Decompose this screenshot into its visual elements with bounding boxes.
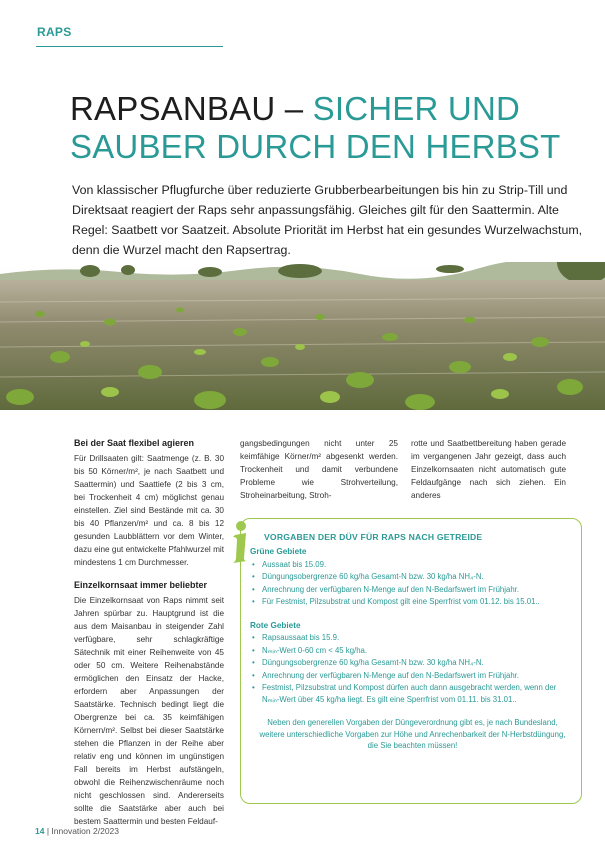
list-item: • Düngungsobergrenze 60 kg/ha Gesamt-N bzw. 30 kg/ha NH₄-N.: [250, 571, 575, 583]
list-item: • Für Festmist, Pilzsubstrat und Kompost gilt eine Sperrfrist vom 01.12. bis 15.01..: [250, 596, 575, 608]
subheading-einzelkornsaat: Einzelkornsaat immer beliebter: [74, 580, 208, 590]
subheading-saat: Bei der Saat flexibel agieren: [74, 438, 195, 448]
lead-paragraph: Von klassischer Pflugfurche über reduzierte Grubberbearbeitungen bis hin zu Strip-Till und Direktsaat reagiert der Raps sehr anpassungsfähig. Gleiches gilt für den Saattermin. Alte Regel: Saatbett vor Saatzeit. Absolute Priorität im Herbst hat ein gesundes Wurzelwachstum, denn die Wurzel macht den Rapsertrag.: [72, 183, 583, 257]
list-item: • Nₘᵢₙ-Wert 0-60 cm < 45 kg/ha.: [250, 645, 575, 657]
green-areas-heading: Grüne Gebiete: [250, 547, 307, 556]
red-areas-heading: Rote Gebiete: [250, 620, 301, 630]
list-item: • Rapsaussaat bis 15.9.: [250, 632, 575, 644]
list-item: • Anrechnung der verfügbaren N-Menge auf den N-Bedarfswert im Frühjahr.: [250, 670, 575, 682]
text-column-2: [240, 437, 398, 512]
paragraph-saat: Für Drillsaaten gilt: Saatmenge (z. B. 30 bis 50 Körner/m², je nach Saatbett und Saattermin) und Saattiefe (2 bis 3 cm, bei Trockenheit 4 cm) möglichst genau einstellen. Ziel sind Bestände mit ca. 30 bis 40 Pflanzen/m² und ca. 8 bis 12 gesunden Laubblättern vor dem Winter, dazu eine gut entwickelte Pfahlwurzel mit mindestens 1 cm Durchmesser.: [74, 454, 224, 567]
paragraph-column-2: gangsbedingungen nicht unter 25 keimfähige Körner/m² abgesenkt werden. Trockenheit und damit verbundene Probleme wie Strohverteilung, Stroheinarbeitung, Stroh-: [240, 439, 398, 500]
page-number: 14: [35, 826, 45, 836]
headline: [70, 90, 590, 166]
rapeseed-field-photo: [0, 262, 605, 410]
text-column-1: [74, 437, 224, 838]
section-label: RAPS: [37, 25, 72, 39]
section-rule: [36, 46, 223, 47]
list-item: • Düngungsobergrenze 60 kg/ha Gesamt-N bzw. 30 kg/ha NH₄-N.: [250, 657, 575, 669]
headline-part-teal-2: SAUBER DURCH DEN HERBST: [70, 128, 561, 165]
headline-part-teal-1: SICHER UND: [312, 90, 521, 127]
green-areas-list: [250, 559, 575, 608]
red-areas-list: [250, 632, 575, 705]
list-item: • Festmist, Pilzsubstrat und Kompost dürfen auch dann ausgebracht werden, wenn der Nₘᵢₙ-Wert über 45 kg/ha liegt. Es gilt eine Sperrfrist vom 01.11. bis 31.01..: [250, 682, 575, 705]
info-box-title: VORGABEN DER DÜV FÜR RAPS NACH GETREIDE: [264, 532, 483, 542]
headline-part-dark: RAPSANBAU –: [70, 90, 313, 127]
list-item: • Aussaat bis 15.09.: [250, 559, 575, 571]
text-column-3: [411, 437, 566, 512]
paragraph-einzelkornsaat: Die Einzelkornsaat von Raps nimmt seit Jahren spürbar zu. Hauptgrund ist die aus dem Maisanbau in steigender Zahl verfügbare, sehr schlagkräftige Sätechnik mit einer Reihenweite von 45 oder 50 cm. Weitere Reihenabstände ermöglichen den Einsatz der Hacke, erfordern aber Anpassungen der Saatstärke. Technisch bedingt liegt die Obergrenze bei ca. 35 keimfähigen Körnern/m². Selbst bei dieser Saatstärke stehen die Pflanzen in der Reihe aber relativ eng und können im ungünstigen Fall bereits im Herbst aufstängeln, obwohl die Reihenzwischenräume noch nicht geschlossen sind. Andererseits sollte die Saatstärke aber auch bei bestem Saattermin und besten Feldauf-: [74, 596, 224, 826]
publication-name: | Innovation 2/2023: [46, 826, 119, 836]
list-item: • Anrechnung der verfügbaren N-Menge auf den N-Bedarfswert im Frühjahr.: [250, 584, 575, 596]
paragraph-column-3: rotte und Saatbettbereitung haben gerade im vergangenen Jahr gezeigt, dass auch Einzelkornsaaten nicht automatisch gute Feldaufgänge nach sich ziehen. Ein anderes: [411, 439, 566, 500]
info-box-body: [250, 546, 575, 752]
info-box-note: Neben den generellen Vorgaben der Düngeverordnung gibt es, je nach Bundesland, weitere unterschiedliche Vorgaben zur Höhe und Anrechenbarkeit der N-Herbstdüngung, die Sie beachten müssen!: [259, 718, 566, 750]
page-footer: [35, 826, 119, 836]
